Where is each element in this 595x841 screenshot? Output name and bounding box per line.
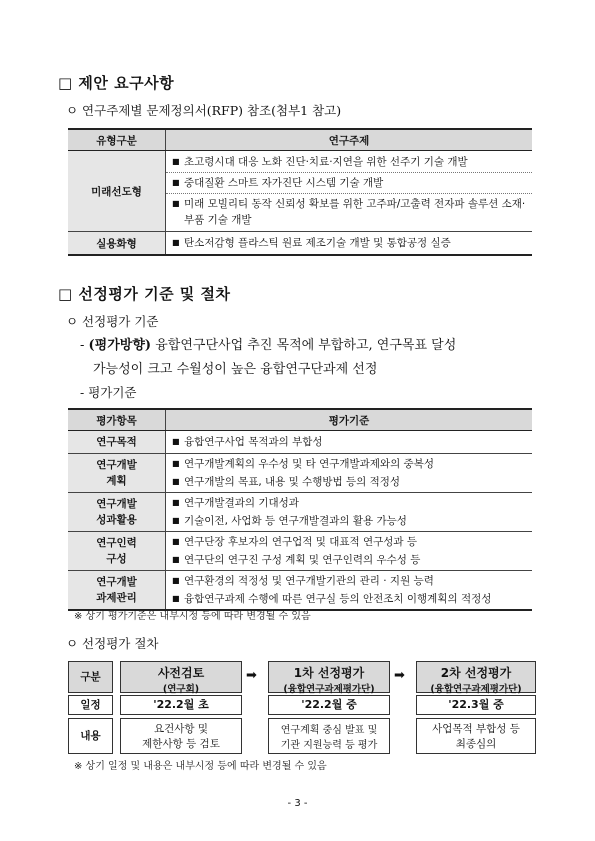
header-type: 유형구분 xyxy=(68,129,166,151)
list-item: ■ 연구단의 연구진 구성 계획 및 연구인력의 우수성 등 xyxy=(172,554,421,566)
criteria-cat: 연구개발 계획 xyxy=(68,454,166,493)
stage-1-header: 사전검토 (연구회) xyxy=(120,661,242,693)
list-item: ■ 융합연구사업 목적과의 부합성 xyxy=(172,436,323,448)
row-label-category: 구분 xyxy=(68,661,113,693)
row-label-content: 내용 xyxy=(68,718,113,754)
category-future: 미래선도형 xyxy=(68,151,166,232)
arrow-right-icon: ➡ xyxy=(394,668,405,683)
stage-2-header: 1차 선정평가 (융합연구과제평가단) xyxy=(268,661,390,693)
category-practical: 실용화형 xyxy=(68,232,166,256)
stage-3-content: 사업목적 부합성 등 최종심의 xyxy=(416,718,536,754)
policy-label: (평가방향) xyxy=(88,338,152,353)
criteria-label: - 평가기준 xyxy=(80,385,137,400)
stage-1-content: 요건사항 및 제한사항 등 검토 xyxy=(120,718,242,754)
criteria-cat: 연구인력 구성 xyxy=(68,532,166,571)
list-item: ■ 중대질환 스마트 자가진단 시스템 기술 개발 xyxy=(166,172,532,193)
list-item: ■ 연구환경의 적정성 및 연구개발기관의 관리 · 지원 능력 xyxy=(172,575,434,587)
criteria-cat: 연구개발 성과활용 xyxy=(68,493,166,532)
list-item: ■ 연구개발의 목표, 내용 및 수행방법 등의 적정성 xyxy=(172,476,401,488)
criteria-cat: 연구개발 과제관리 xyxy=(68,571,166,611)
row-label-schedule: 일정 xyxy=(68,695,113,715)
criteria-subtitle: ㅇ 선정평가 기준 xyxy=(66,314,159,329)
header-item: 평가항목 xyxy=(68,409,166,431)
list-item: ■ 연구단장 후보자의 연구업적 및 대표적 연구성과 등 xyxy=(172,536,418,548)
section-title-requirements: □ 제안 요구사항 xyxy=(58,74,175,92)
list-item: ■ 연구개발결과의 기대성과 xyxy=(172,497,299,509)
list-item: ■ 초고령시대 대응 노화 진단·치료·지연을 위한 선주기 기술 개발 xyxy=(172,156,468,168)
stage-3-date: '22.3월 중 xyxy=(416,695,536,715)
future-topics xyxy=(166,151,533,232)
criteria-note: ※ 상기 평가기준은 내부시정 등에 따라 변경될 수 있음 xyxy=(74,611,311,622)
header-criteria: 평가기준 xyxy=(166,409,533,431)
rfp-reference-line: ㅇ 연구주제별 문제정의서(RFP) 참조(첨부1 참고) xyxy=(66,103,342,118)
section-title-evaluation: □ 선정평가 기준 및 절차 xyxy=(58,285,231,303)
criteria-table xyxy=(68,408,532,611)
procedure-subtitle: ㅇ 선정평가 절차 xyxy=(66,636,159,651)
list-item: ■ 기술이전, 사업화 등 연구개발결과의 활용 가능성 xyxy=(172,515,407,527)
practical-topics xyxy=(166,232,533,256)
topic-table xyxy=(68,128,532,256)
page-number: - 3 - xyxy=(287,798,308,809)
stage-2-date: '22.2월 중 xyxy=(268,695,390,715)
list-item: ■ 융합연구과제 수행에 따른 연구실 등의 안전조치 이행계획의 적정성 xyxy=(172,593,492,605)
stage-1-date: '22.2월 초 xyxy=(120,695,242,715)
stage-3-header: 2차 선정평가 (융합연구과제평가단) xyxy=(416,661,536,693)
policy-line-2: 가능성이 크고 수월성이 높은 융합연구단과제 선정 xyxy=(93,362,378,377)
list-item: ■ 연구개발계획의 우수성 및 타 연구개발과제와의 중복성 xyxy=(172,458,434,470)
list-item: ■ 미래 모빌리티 동작 신뢰성 확보를 위한 고주파/고출력 전자파 솔루션 소재·부품 기술 개발 xyxy=(166,193,532,230)
arrow-right-icon: ➡ xyxy=(246,668,257,683)
procedure-note: ※ 상기 일정 및 내용은 내부시정 등에 따라 변경될 수 있음 xyxy=(74,761,327,772)
criteria-cat: 연구목적 xyxy=(68,431,166,454)
list-item: ■ 탄소저감형 플라스틱 원료 제조기술 개발 및 통합공정 실증 xyxy=(172,237,451,249)
header-topic: 연구주제 xyxy=(166,129,533,151)
stage-2-content: 연구계획 중심 발표 및 기관 지원능력 등 평가 xyxy=(268,718,390,754)
policy-line-1: - (평가방향) 융합연구단사업 추진 목적에 부합하고, 연구목표 달성 xyxy=(80,338,457,353)
